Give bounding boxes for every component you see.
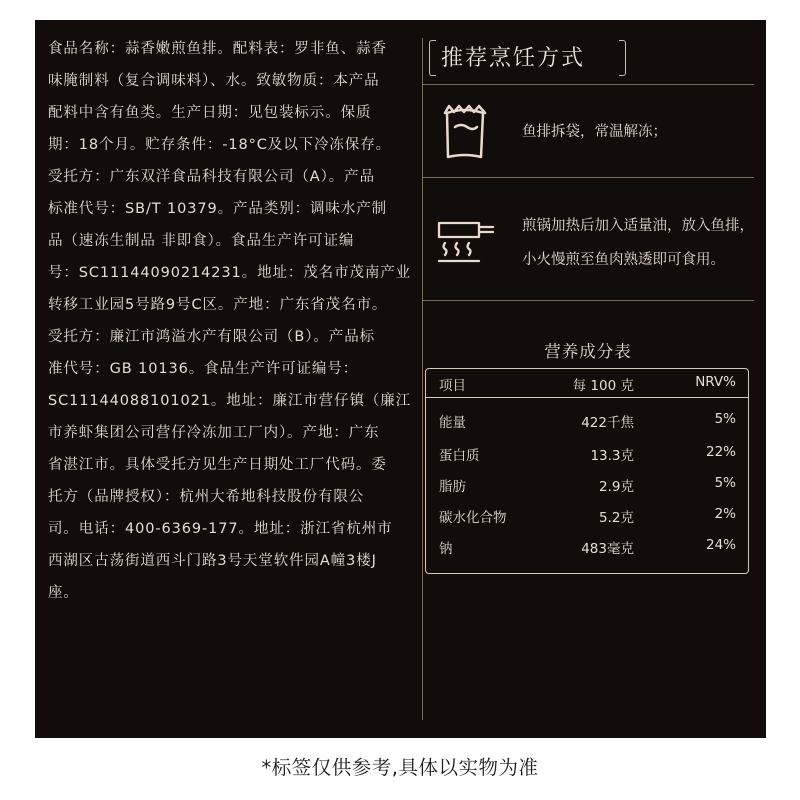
ingredients-line: 西湖区古荡街道西斗门路3号天堂软件园A幢3楼J bbox=[48, 553, 377, 569]
header-per-100g: 每 100 克 bbox=[572, 378, 634, 394]
ingredients-line: 市养虾集团公司营仔冷冻加工厂内）。产地：广东 bbox=[48, 425, 380, 441]
header-nrv: NRV% bbox=[695, 374, 736, 390]
ingredients-line: SC11144088101021。地址：廉江市营仔镇（廉江 bbox=[48, 393, 412, 409]
ingredients-line: 标准代号：SB/T 10379。产品类别：调味水产制 bbox=[48, 201, 388, 217]
cooking-step-2-line-2: 小火慢煎至鱼肉熟透即可食用。 bbox=[522, 252, 725, 268]
ingredients-line: 味腌制料（复合调味料）、水。致敏物质：本产品 bbox=[48, 73, 380, 89]
header-item: 项目 bbox=[439, 378, 466, 394]
ingredients-line: 省湛江市。具体受托方见生产日期处工厂代码。委 bbox=[48, 457, 387, 473]
ingredients-line: 受托方：广东双洋食品科技有限公司（A）。产品 bbox=[48, 169, 375, 185]
ingredients-line: 期：18个月。贮存条件：-18°C及以下冷冻保存。 bbox=[48, 137, 392, 153]
nutrient-nrv: 5% bbox=[714, 475, 736, 491]
cooking-title bbox=[429, 38, 629, 78]
nutrient-name: 蛋白质 bbox=[439, 448, 480, 464]
ingredients-line: 托方（品牌授权）：杭州大希地科技股份有限公 bbox=[48, 489, 365, 505]
nutrient-amount: 483毫克 bbox=[581, 541, 634, 557]
ingredients-line: 受托方：廉江市鸿溢水产有限公司（B）。产品标 bbox=[48, 329, 375, 345]
section-divider bbox=[423, 84, 754, 85]
ingredients-line: 座。 bbox=[48, 585, 79, 601]
label-panel bbox=[35, 20, 766, 738]
nutrition-table bbox=[425, 368, 749, 574]
frying-pan-icon bbox=[435, 217, 497, 265]
nutrition-header-row bbox=[426, 369, 748, 398]
nutrient-nrv: 24% bbox=[705, 537, 736, 553]
package-bag-icon bbox=[441, 103, 489, 161]
column-divider bbox=[422, 38, 423, 720]
nutrient-amount: 13.3克 bbox=[590, 448, 634, 464]
nutrient-name: 能量 bbox=[439, 415, 466, 431]
ingredients-line: 转移工业园5号路9号C区。产地：广东省茂名市。 bbox=[48, 297, 388, 313]
section-divider bbox=[423, 177, 754, 178]
cooking-title-text: 推荐烹饪方式 bbox=[441, 46, 586, 71]
nutrient-name: 脂肪 bbox=[439, 479, 466, 495]
nutrition-title: 营养成分表 bbox=[544, 342, 632, 361]
nutrient-nrv: 2% bbox=[714, 506, 736, 522]
ingredients-line: 司。电话：400-6369-177。地址：浙江省杭州市 bbox=[48, 521, 393, 537]
nutrient-amount: 5.2克 bbox=[599, 510, 634, 526]
ingredients-line: 品（速冻生制品 非即食）。食品生产许可证编 bbox=[48, 233, 355, 249]
cooking-step-1-text: 鱼排拆袋，常温解冻； bbox=[522, 124, 667, 140]
ingredients-line: 号：SC11144090214231。地址：茂名市茂南产业 bbox=[48, 265, 412, 281]
nutrient-amount: 422千焦 bbox=[581, 415, 634, 431]
nutrient-nrv: 22% bbox=[705, 444, 736, 460]
bracket-right bbox=[619, 40, 626, 76]
section-divider bbox=[423, 300, 754, 301]
ingredients-line: 准代号：GB 10136。食品生产许可证编号： bbox=[48, 361, 359, 377]
nutrient-name: 碳水化合物 bbox=[439, 510, 507, 526]
cooking-step-2-line-1: 煎锅加热后加入适量油，放入鱼排， bbox=[522, 218, 754, 234]
disclaimer-footnote: *标签仅供参考,具体以实物为准 bbox=[261, 756, 539, 779]
ingredients-line: 配料中含有鱼类。生产日期：见包装标示。保质 bbox=[48, 105, 372, 121]
ingredients-line: 食品名称：蒜香嫩煎鱼排。配料表：罗非鱼、蒜香 bbox=[48, 41, 387, 57]
ingredients-text-block bbox=[48, 33, 412, 609]
nutrient-amount: 2.9克 bbox=[599, 479, 634, 495]
nutrient-name: 钠 bbox=[439, 541, 453, 557]
nutrient-nrv: 5% bbox=[714, 411, 736, 427]
bracket-left bbox=[429, 40, 436, 76]
